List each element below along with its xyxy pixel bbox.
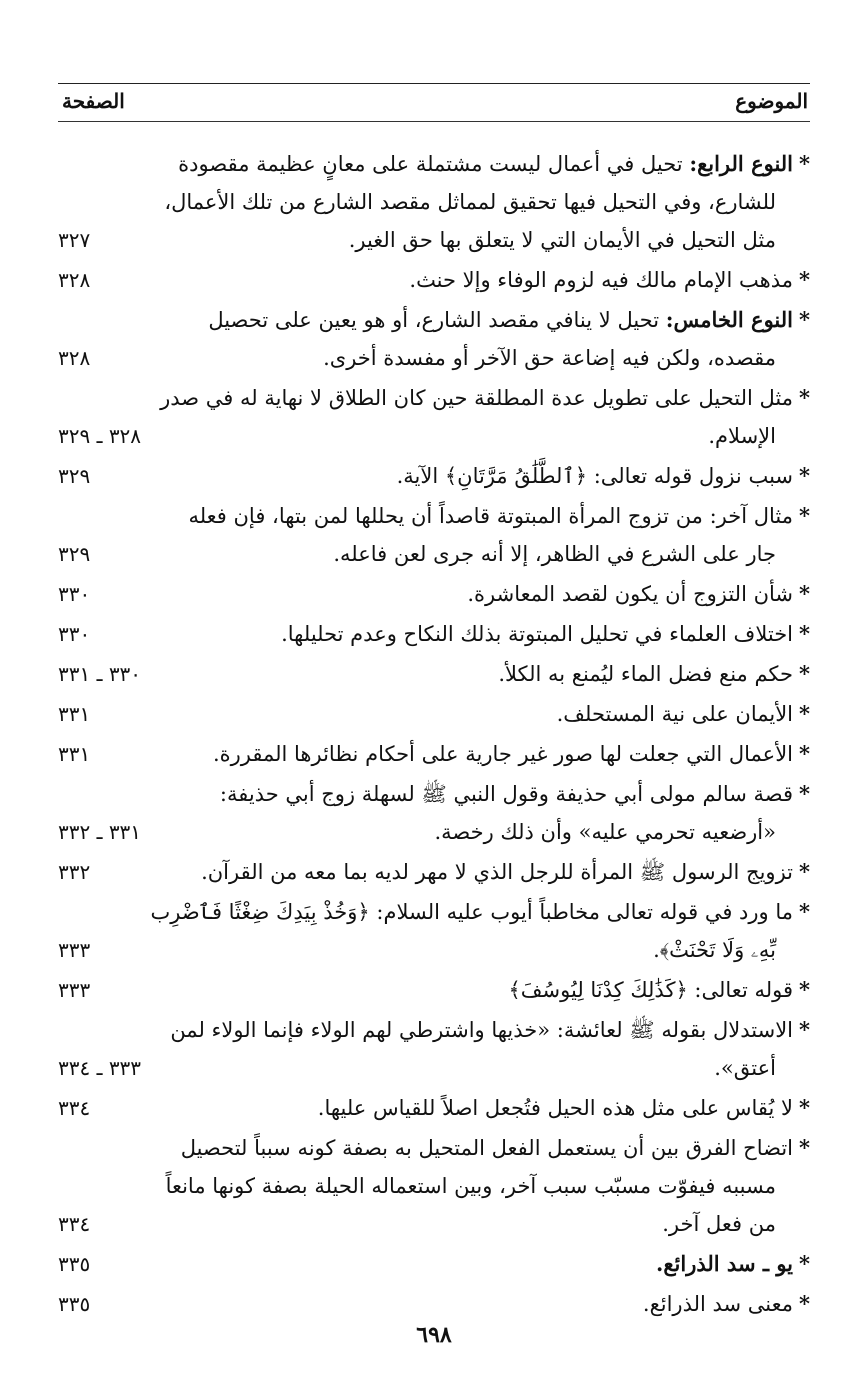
toc-entry-line [58,1129,810,1167]
bullet-star-icon: * [799,385,810,410]
entry-line-text: مقصده، ولكن فيه إضاعة حق الآخر أو مفسدة أخرى. [323,346,776,370]
entry-text [243,1205,776,1243]
entry-text [243,339,776,377]
toc-entry-line [58,853,810,891]
toc-entry-line [58,535,810,573]
entry-heading: النوع الخامس: [665,307,794,332]
toc-entry-line [58,931,810,969]
entry-page-number: ٣٣٠ ـ ٣٣١ [58,662,142,686]
entry-line-text: شأن التزوج أن يكون لقصد المعاشرة. [467,582,794,606]
toc-entry [58,775,810,851]
topic-column-label: الموضوع [735,89,808,113]
toc-entry-line [58,1285,810,1323]
entry-text [243,1245,810,1283]
entry-line-text: سبب نزول قوله تعالى: ﴿ٱلطَّلَٰقُ مَرَّتَانِ﴾ الآية. [396,464,794,488]
entry-line-text: الإسلام. [708,424,776,448]
entry-text [170,1011,810,1049]
entry-heading: يو ـ سد الذرائع. [656,1251,794,1276]
toc-entry [58,379,810,455]
entry-text [208,301,810,339]
bullet-star-icon: * [799,661,810,686]
entry-page-number: ٣٢٨ [58,268,91,292]
bullet-star-icon: * [799,899,810,924]
column-header [58,84,810,120]
entry-page-number: ٣٣٤ [58,1096,91,1120]
toc-entry-line [58,735,810,773]
bullet-star-icon: * [799,741,810,766]
entry-page-number: ٣٢٨ [58,346,91,370]
toc-entry-line [58,221,810,259]
entry-line-text: للشارع، وفي التحيل فيها تحقيق لمماثل مقصد الشارع من تلك الأعمال، [164,190,776,214]
entry-text [243,221,776,259]
entry-text [243,931,776,969]
entry-page-number: ٣٣١ ـ ٣٣٢ [58,820,142,844]
entry-line-text: مذهب الإمام مالك فيه لزوم الوفاء وإلا حنث. [409,268,794,292]
entry-line-text: مثل التحيل على تطويل عدة المطلقة حين كان الطلاق لا نهاية له في صدر [160,386,794,410]
toc-entry [58,1285,810,1323]
entry-page-number: ٣٣٣ [58,938,91,962]
entry-line-text: لا يُقاس على مثل هذه الحيل فتُجعل اصلاً للقياس عليها. [317,1096,794,1120]
entry-text [160,379,810,417]
entry-page-number: ٣٣١ [58,702,91,726]
entry-page-number: ٣٣٥ [58,1252,91,1276]
entry-page-number: ٣٣٣ ـ ٣٣٤ [58,1056,142,1080]
toc-entry [58,695,810,733]
entry-line-text: أعتق». [714,1056,776,1080]
entry-text [243,615,810,653]
toc-entry-line [58,775,810,813]
toc-list [58,145,810,1325]
entry-text [243,535,776,573]
entry-line-text: «أرضعيه تحرمي عليه» وأن ذلك رخصة. [434,820,776,844]
toc-entry-line [58,301,810,339]
bullet-star-icon: * [799,151,810,176]
entry-text [243,813,776,851]
bullet-star-icon: * [799,1095,810,1120]
entry-page-number: ٣٣٠ [58,622,91,646]
bullet-star-icon: * [799,781,810,806]
toc-entry [58,457,810,495]
entry-line-text: مثال آخر: من تزوج المرأة المبتوتة قاصداً أن يحللها لمن بتها، فإن فعله [188,504,794,528]
entry-text [165,1167,776,1205]
bullet-star-icon: * [799,859,810,884]
bullet-star-icon: * [799,581,810,606]
entry-text [164,183,776,221]
toc-entry-line [58,457,810,495]
bullet-star-icon: * [799,977,810,1002]
header-rule [58,121,810,122]
entry-heading: النوع الرابع: [689,151,794,176]
entry-line-text: اختلاف العلماء في تحليل المبتوتة بذلك النكاح وعدم تحليلها. [281,622,794,646]
toc-entry [58,145,810,259]
entry-line-text: مسببه فيفوّت مسبّب سبب آخر، وبين استعماله الحيلة بصفة كونها مانعاً [165,1174,776,1198]
toc-entry [58,1089,810,1127]
entry-text [150,893,810,931]
toc-entry-line [58,575,810,613]
entry-text [243,457,810,495]
entry-line-text: بِّهِۦ وَلَا تَحْنَثْ﴾. [653,938,776,962]
toc-entry [58,1129,810,1243]
page-number: ٦٩٨ [416,1322,452,1348]
toc-entry [58,1011,810,1087]
entry-text [201,853,810,891]
bullet-star-icon: * [799,1291,810,1316]
toc-entry [58,575,810,613]
entry-line-text: الأعمال التي جعلت لها صور غير جارية على أحكام نظائرها المقررة. [212,742,794,766]
bullet-star-icon: * [799,503,810,528]
bullet-star-icon: * [799,1251,810,1276]
entry-page-number: ٣٣٠ [58,582,91,606]
toc-entry-line [58,813,810,851]
page-column-label: الصفحة [62,89,125,113]
entry-text [243,971,810,1009]
entry-page-number: ٣٢٩ [58,542,91,566]
toc-entry-line [58,497,810,535]
entry-line-text: جار على الشرع في الظاهر، إلا أنه جرى لعن فاعله. [333,542,776,566]
entry-page-number: ٣٣٣ [58,978,91,1002]
bullet-star-icon: * [799,1017,810,1042]
entry-page-number: ٣٣٥ [58,1292,91,1316]
toc-entry-line [58,1245,810,1283]
entry-line-text: تحيل لا ينافي مقصد الشارع، أو هو يعين على تحصيل [208,308,660,332]
entry-line-text: الاستدلال بقوله ﷺ لعائشة: «خذيها واشترطي لهم الولاء فإنما الولاء لمن [170,1018,794,1042]
entry-line-text: قوله تعالى: ﴿كَذَٰلِكَ كِدْنَا لِيُوسُفَ﴾ [508,978,794,1002]
entry-text [243,261,810,299]
toc-entry [58,735,810,773]
entry-line-text: معنى سد الذرائع. [642,1292,794,1316]
entry-text [243,1089,810,1127]
toc-entry-line [58,1011,810,1049]
entry-page-number: ٣٣٢ [58,860,91,884]
toc-entry-line [58,893,810,931]
entry-line-text: ما ورد في قوله تعالى مخاطباً أيوب عليه السلام: ﴿وَخُذْ بِيَدِكَ ضِغْثًا فَٱضْرِب [150,900,794,924]
entry-line-text: تزويج الرسول ﷺ المرأة للرجل الذي لا مهر لديه بما معه من القرآن. [201,860,794,884]
entry-text [212,735,810,773]
entry-page-number: ٣٢٧ [58,228,91,252]
entry-line-text: قصة سالم مولى أبي حذيفة وقول النبي ﷺ لسهلة زوج أبي حذيفة: [219,782,794,806]
toc-entry-line [58,261,810,299]
entry-text [243,1285,810,1323]
toc-entry-line [58,1089,810,1127]
entry-text [219,775,810,813]
entry-line-text: من فعل آخر. [662,1212,776,1236]
toc-entry-line [58,183,810,221]
toc-entry-line [58,971,810,1009]
bullet-star-icon: * [799,307,810,332]
toc-entry-line [58,1205,810,1243]
toc-entry [58,615,810,653]
entry-line-text: اتضاح الفرق بين أن يستعمل الفعل المتحيل به بصفة كونه سبباً لتحصيل [180,1136,794,1160]
entry-text [188,497,810,535]
entry-text [243,1049,776,1087]
entry-page-number: ٣٣١ [58,742,91,766]
entry-text [243,695,810,733]
toc-entry [58,1245,810,1283]
bullet-star-icon: * [799,621,810,646]
toc-entry-line [58,695,810,733]
bullet-star-icon: * [799,463,810,488]
entry-page-number: ٣٢٨ ـ ٣٢٩ [58,424,142,448]
toc-entry [58,853,810,891]
toc-entry [58,261,810,299]
entry-text [243,417,776,455]
toc-entry-line [58,145,810,183]
bullet-star-icon: * [799,267,810,292]
bullet-star-icon: * [799,1135,810,1160]
toc-entry-line [58,379,810,417]
entry-page-number: ٣٢٩ [58,464,91,488]
entry-line-text: الأيمان على نية المستحلف. [556,702,794,726]
entry-text [180,1129,810,1167]
entry-page-number: ٣٣٤ [58,1212,91,1236]
toc-entry [58,301,810,377]
toc-entry [58,893,810,969]
entry-text [243,655,810,693]
toc-entry-line [58,615,810,653]
entry-line-text: مثل التحيل في الأيمان التي لا يتعلق بها حق الغير. [348,228,776,252]
toc-entry-line [58,417,810,455]
entry-text [243,575,810,613]
toc-entry [58,655,810,693]
toc-entry-line [58,1167,810,1205]
toc-entry [58,971,810,1009]
toc-entry [58,497,810,573]
toc-entry-line [58,1049,810,1087]
toc-entry-line [58,339,810,377]
entry-line-text: حكم منع فضل الماء ليُمنع به الكلأ. [498,662,794,686]
entry-line-text: تحيل في أعمال ليست مشتملة على معانٍ عظيمة مقصودة [178,152,683,176]
entry-text [178,145,810,183]
toc-entry-line [58,655,810,693]
bullet-star-icon: * [799,701,810,726]
